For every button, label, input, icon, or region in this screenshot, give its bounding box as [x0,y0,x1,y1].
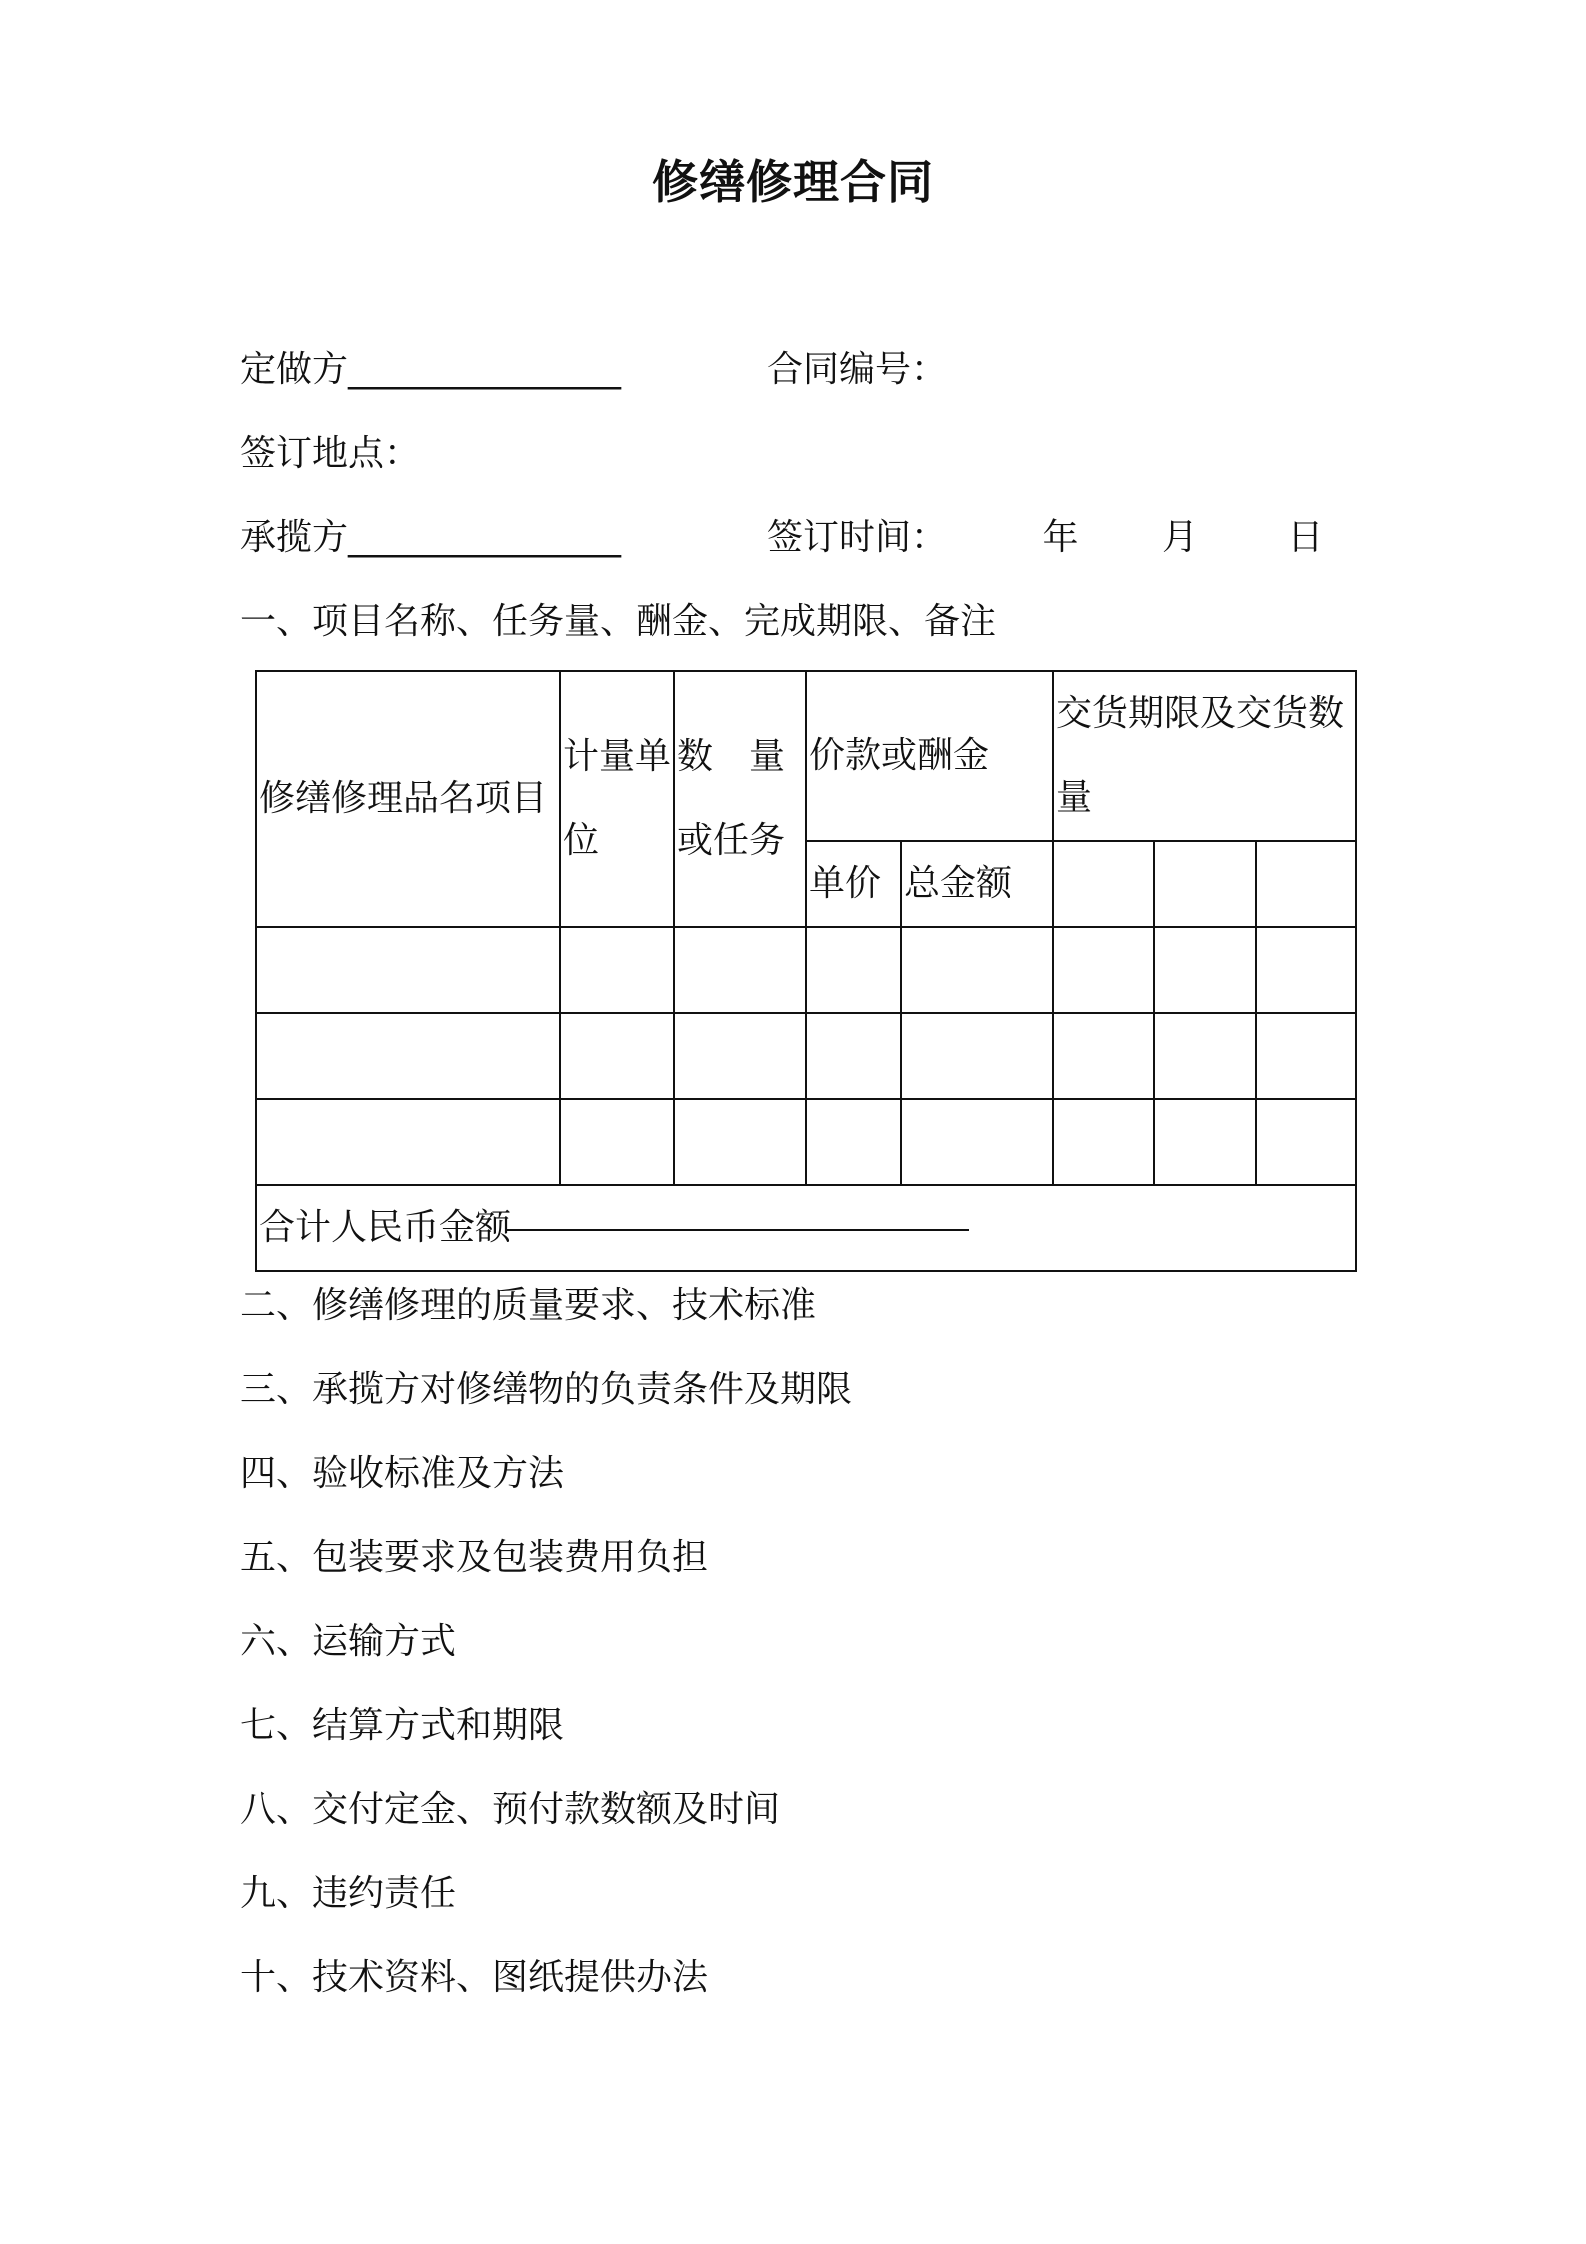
delivery-cell[interactable] [1154,841,1256,927]
table-row [256,1013,1356,1099]
header-total-amount: 总金额 [901,841,1053,927]
sign-place-line [240,430,420,478]
table-cell[interactable] [674,1013,806,1099]
table-cell[interactable] [674,927,806,1013]
table-cell[interactable] [1256,1013,1356,1099]
party-b-line [240,514,1324,562]
table-cell[interactable] [1154,1099,1256,1185]
table-cell[interactable] [806,927,901,1013]
total-amount-row [256,1185,1356,1271]
table-cell[interactable] [1154,927,1256,1013]
project-table [255,670,1357,1272]
section-5-heading: 五、包装要求及包装费用负担 [240,1537,709,1578]
section-8-heading: 八、交付定金、预付款数额及时间 [240,1789,781,1830]
table-cell[interactable] [560,927,674,1013]
section-1-heading: 一、项目名称、任务量、酬金、完成期限、备注 [240,601,997,642]
section-7-heading: 七、结算方式和期限 [240,1705,565,1746]
section-6-heading: 六、运输方式 [240,1621,457,1662]
party-b-blank: __________________ [348,517,619,558]
sign-place-label: 签订地点： [240,433,421,474]
sign-time-label: 签订时间： [767,517,948,558]
table-row [256,1099,1356,1185]
header-unit: 计量单位 [560,671,674,927]
header-item: 修缮修理品名项目 [256,671,560,927]
table-cell[interactable] [806,1013,901,1099]
table-cell[interactable] [1053,927,1154,1013]
table-cell[interactable] [256,1099,560,1185]
section-9-heading: 九、违约责任 [240,1873,457,1914]
table-row [256,927,1356,1013]
total-amount-line[interactable] [507,1229,969,1231]
table-cell[interactable] [806,1099,901,1185]
section-3-heading: 三、承揽方对修缮物的负责条件及期限 [240,1369,853,1410]
section-10-heading: 十、技术资料、图纸提供办法 [240,1957,709,1998]
table-cell[interactable] [1256,927,1356,1013]
header-price: 价款或酬金 [806,671,1053,841]
day-label: 日 [1287,517,1324,558]
table-cell[interactable] [256,1013,560,1099]
sign-time-group [767,514,1323,562]
table-cell[interactable] [1053,1013,1154,1099]
table-cell[interactable] [674,1099,806,1185]
table-cell[interactable] [901,1099,1053,1185]
year-label: 年 [1042,517,1079,558]
table-cell[interactable] [1053,1099,1154,1185]
table-cell[interactable] [901,927,1053,1013]
section-2-heading: 二、修缮修理的质量要求、技术标准 [240,1285,817,1326]
party-b-label: 承揽方 [240,517,349,558]
delivery-cell[interactable] [1053,841,1154,927]
table-cell[interactable] [1154,1013,1256,1099]
table-cell[interactable] [1256,1099,1356,1185]
party-a-line [240,346,948,394]
contract-number-label: 合同编号： [767,349,948,390]
delivery-cell[interactable] [1256,841,1356,927]
header-delivery: 交货期限及交货数量 [1053,671,1356,841]
month-label: 月 [1161,517,1198,558]
table-cell[interactable] [560,1013,674,1099]
total-amount-label: 合计人民币金额 [259,1207,512,1248]
section-4-heading: 四、验收标准及方法 [240,1453,565,1494]
party-a-label: 定做方 [240,349,349,390]
document-title: 修缮修理合同 [652,155,934,209]
table-cell[interactable] [560,1099,674,1185]
table-cell[interactable] [256,927,560,1013]
table-cell[interactable] [901,1013,1053,1099]
party-a-blank: __________________ [348,349,619,390]
header-quantity: 数 量或任务 [674,671,806,927]
header-unit-price: 单价 [806,841,901,927]
